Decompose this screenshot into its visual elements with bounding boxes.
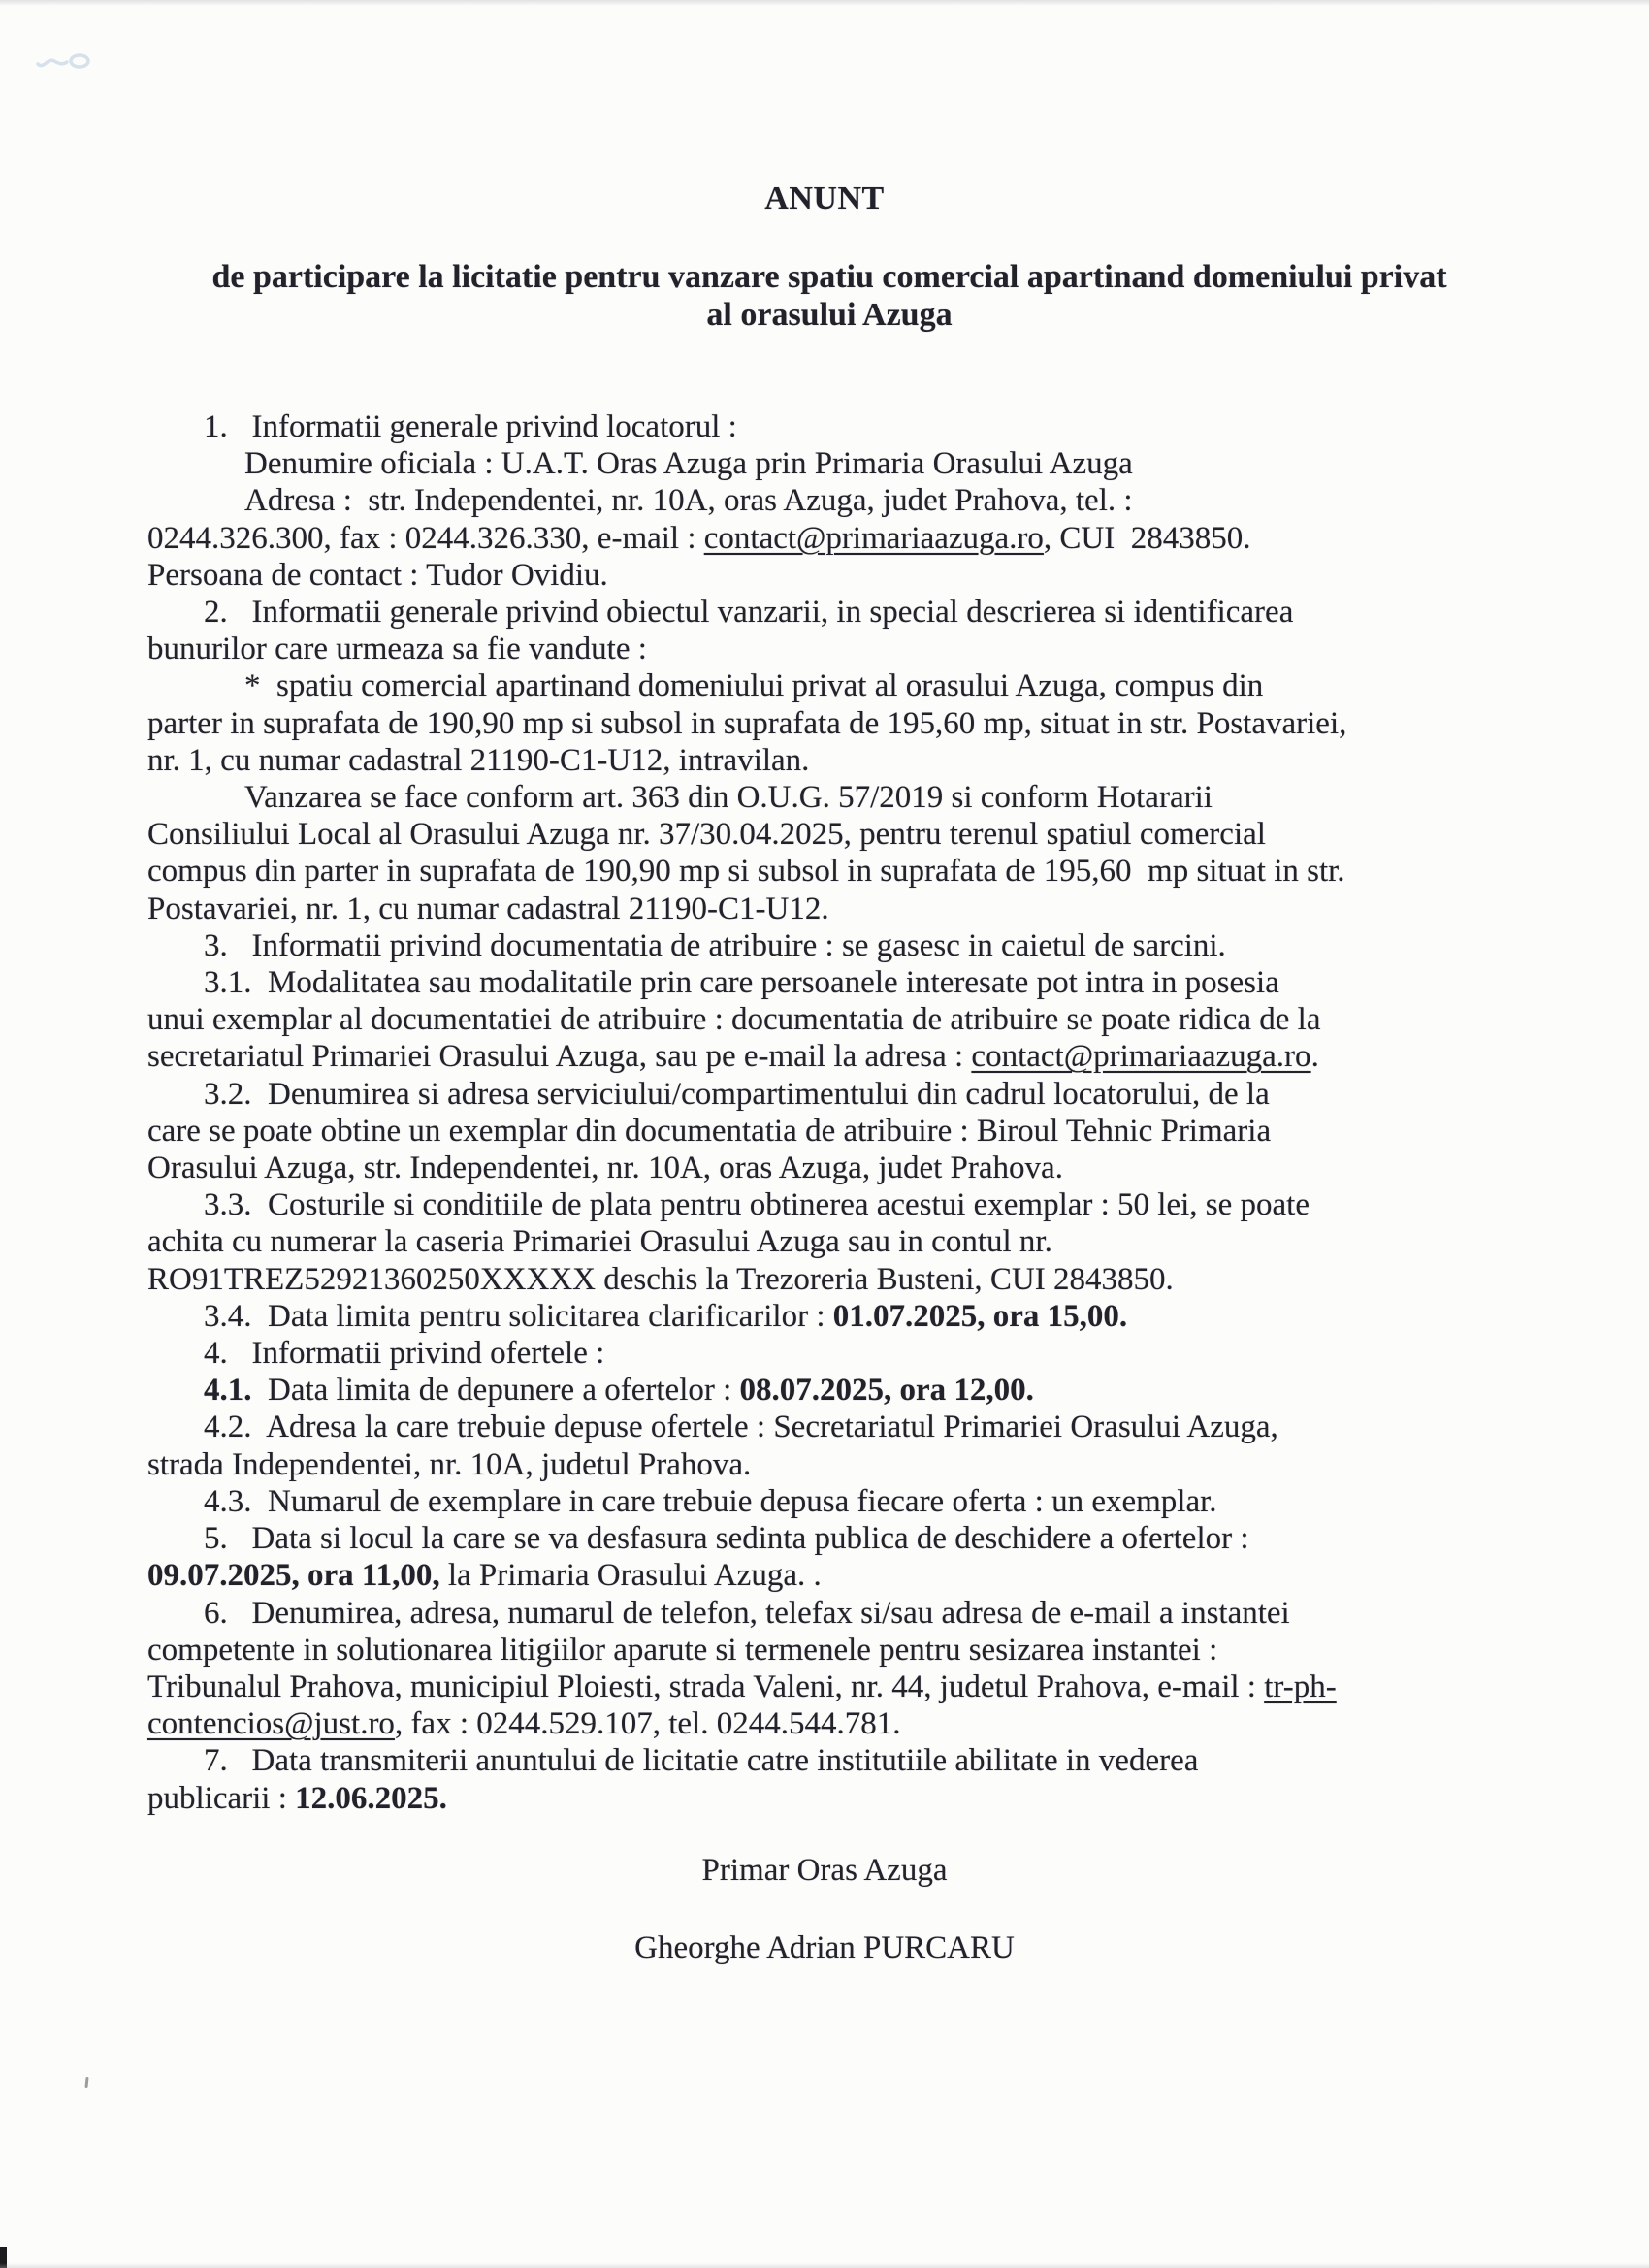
text-segment: * spatiu comercial apartinand domeniului privat al orasului Azuga, compus din: [244, 668, 1264, 704]
document-line: [147, 1595, 1602, 1632]
document-line: [147, 742, 1602, 779]
text-segment: 01.07.2025, ora 15,00.: [832, 1298, 1128, 1334]
document-line: [147, 631, 1602, 667]
scan-edge-top: [0, 0, 1649, 6]
text-segment: care se poate obtine un exemplar din documentatia de atribuire : Biroul Tehnic Primaria: [147, 1113, 1272, 1149]
text-segment: nr. 1, cu numar cadastral 21190-C1-U12, intravilan.: [147, 742, 810, 778]
signature-name: Gheorghe Adrian PURCARU: [634, 1930, 1015, 1965]
document-line: [147, 1520, 1602, 1557]
text-segment: 2. Informatii generale privind obiectul vanzarii, in special descrierea si identificarea: [204, 595, 1294, 631]
document-line: [147, 1705, 1602, 1742]
text-segment: 0244.326.300, fax : 0244.326.330, e-mail :: [147, 520, 704, 556]
document-line: [147, 1076, 1602, 1113]
document-line: [147, 816, 1602, 853]
document-title: ANUNT: [764, 180, 885, 216]
text-segment: 4. Informatii privind ofertele :: [204, 1336, 605, 1372]
text-segment: 12.06.2025.: [295, 1780, 447, 1816]
text-segment: 4.1.: [204, 1373, 252, 1409]
document-line: [147, 927, 1602, 964]
text-segment: .: [1310, 1039, 1319, 1075]
text-segment: 5. Data si locul la care se va desfasura sedinta publica de deschidere a ofertelor :: [204, 1521, 1249, 1557]
text-segment: Vanzarea se face conform art. 363 din O.U.G. 57/2019 si conform Hotararii: [244, 780, 1212, 816]
text-segment: parter in suprafata de 190,90 mp si subsol in suprafata de 195,60 mp, situat in str. Postavariei,: [147, 705, 1347, 741]
underlined-text-segment: contencios@just.ro: [147, 1706, 395, 1742]
document-line: [147, 667, 1602, 704]
document-subtitle-line: de participare la licitatie pentru vanzare spatiu comercial apartinand domeniului privat: [211, 259, 1447, 295]
text-segment: Denumire oficiala : U.A.T. Oras Azuga prin Primaria Orasului Azuga: [244, 446, 1133, 482]
text-segment: Tribunalul Prahova, municipiul Ploiesti, strada Valeni, nr. 44, judetul Prahova, e-mail :: [147, 1669, 1265, 1704]
text-segment: competente in solutionarea litigiilor aparute si termenele pentru sesizarea instantei :: [147, 1632, 1218, 1668]
document-line: [147, 1742, 1602, 1779]
text-segment: 4.3. Numarul de exemplare in care trebuie depusa fiecare oferta : un exemplar.: [204, 1483, 1217, 1519]
text-segment: Adresa : str. Independentei, nr. 10A, oras Azuga, judet Prahova, tel. :: [244, 483, 1133, 519]
document-line: [147, 964, 1602, 1001]
document-subtitle-line: al orasului Azuga: [706, 297, 953, 333]
text-segment: 7. Data transmiterii anuntului de licitatie catre institutiile abilitate in vederea: [204, 1743, 1199, 1779]
document-line: [147, 557, 1602, 594]
document-line: [147, 520, 1602, 557]
text-segment: unui exemplar al documentatiei de atribuire : documentatia de atribuire se poate ridica de la: [147, 1002, 1321, 1038]
document-line: [147, 1113, 1602, 1150]
text-segment: Consiliului Local al Orasului Azuga nr. 37/30.04.2025, pentru terenul spatiul comercial: [147, 817, 1266, 853]
document-line: [147, 1335, 1602, 1372]
document-line: [147, 408, 1602, 445]
document-line: [147, 1186, 1602, 1223]
document-line: [147, 1223, 1602, 1260]
document-line: [147, 1669, 1602, 1705]
document-line: [147, 1446, 1602, 1483]
document-line: [147, 1298, 1602, 1335]
signature-role: Primar Oras Azuga: [701, 1853, 948, 1888]
document-line: [147, 853, 1602, 890]
text-segment: 3.3. Costurile si conditiile de plata pentru obtinerea acestui exemplar : 50 lei, se poate: [204, 1187, 1310, 1223]
document-line: [147, 705, 1602, 742]
text-segment: Postavariei, nr. 1, cu numar cadastral 21190-C1-U12.: [147, 891, 829, 926]
document-line: [147, 1372, 1602, 1409]
document-line: [147, 1261, 1602, 1298]
text-segment: la Primaria Orasului Azuga. .: [439, 1558, 822, 1594]
document-line: [147, 445, 1602, 482]
document-line: [147, 1557, 1602, 1594]
document-line: [147, 594, 1602, 631]
text-segment: Data limita de depunere a ofertelor :: [251, 1373, 740, 1409]
document-line: [147, 891, 1602, 927]
document-line: [147, 1001, 1602, 1038]
document-line: [147, 1483, 1602, 1520]
document-line: [147, 1409, 1602, 1445]
text-segment: , CUI 2843850.: [1043, 520, 1251, 556]
scan-speck: [84, 2077, 88, 2088]
text-segment: achita cu numerar la caseria Primariei Orasului Azuga sau in contul nr.: [147, 1224, 1052, 1260]
scan-edge-bottom: [0, 2263, 1649, 2268]
document-body: [147, 408, 1602, 1817]
text-segment: publicarii :: [147, 1780, 296, 1816]
document-line: [147, 779, 1602, 816]
document-line: [147, 1780, 1602, 1817]
text-segment: Persoana de contact : Tudor Ovidiu.: [147, 557, 608, 593]
underlined-text-segment: contact@primariaazuga.ro: [971, 1039, 1311, 1075]
underlined-text-segment: contact@primariaazuga.ro: [703, 520, 1044, 556]
text-segment: 3. Informatii privind documentatia de atribuire : se gasesc in caietul de sarcini.: [204, 927, 1226, 963]
text-segment: RO91TREZ52921360250XXXXX deschis la Trezoreria Busteni, CUI 2843850.: [147, 1261, 1174, 1297]
text-segment: 08.07.2025, ora 12,00.: [739, 1373, 1034, 1409]
text-segment: compus din parter in suprafata de 190,90 mp si subsol in suprafata de 195,60 mp situat in str.: [147, 854, 1345, 890]
document-line: [147, 1150, 1602, 1186]
document-line: [147, 482, 1602, 519]
pen-squiggle-mark: [35, 47, 99, 76]
text-segment: 3.4. Data limita pentru solicitarea clarificarilor :: [204, 1298, 833, 1334]
text-segment: 1. Informatii generale privind locatorul :: [204, 409, 737, 444]
underlined-text-segment: tr-ph-: [1264, 1669, 1337, 1704]
document-subtitle: [146, 258, 1513, 334]
text-segment: 4.2. Adresa la care trebuie depuse ofertele : Secretariatul Primariei Orasului Azuga,: [204, 1409, 1278, 1445]
text-segment: strada Independentei, nr. 10A, judetul Prahova.: [147, 1446, 752, 1482]
text-segment: Orasului Azuga, str. Independentei, nr. 10A, oras Azuga, judet Prahova.: [147, 1150, 1063, 1186]
text-segment: , fax : 0244.529.107, tel. 0244.544.781.: [394, 1706, 901, 1742]
text-segment: 3.1. Modalitatea sau modalitatile prin care persoanele interesate pot intra in posesia: [204, 965, 1279, 1001]
document-line: [147, 1038, 1602, 1075]
text-segment: secretariatul Primariei Orasului Azuga, sau pe e-mail la adresa :: [147, 1039, 972, 1075]
text-segment: 3.2. Denumirea si adresa serviciului/compartimentului din cadrul locatorului, de la: [204, 1076, 1270, 1112]
text-segment: 09.07.2025, ora 11,00,: [147, 1558, 440, 1594]
text-segment: bunurilor care urmeaza sa fie vandute :: [147, 632, 647, 667]
document-line: [147, 1632, 1602, 1669]
text-segment: 6. Denumirea, adresa, numarul de telefon, telefax si/sau adresa de e-mail a instantei: [204, 1595, 1290, 1631]
